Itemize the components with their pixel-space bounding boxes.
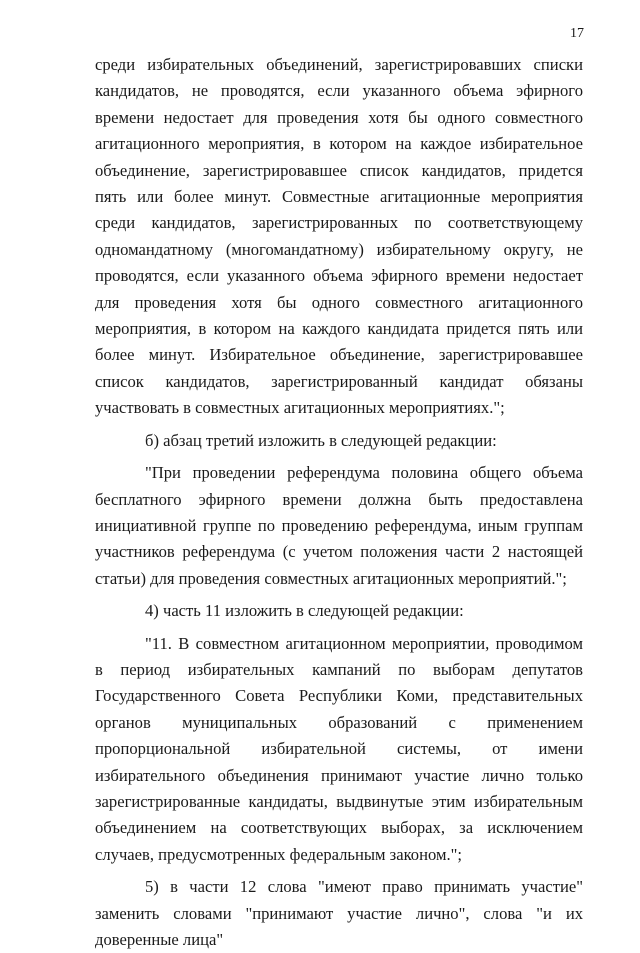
paragraph-item-5: 5) в части 12 слова "имеют право принимать участие" заменить словами "принимают участие лично", слова "и их доверенные лица" (95, 877, 583, 949)
page-number: 17 (570, 26, 584, 41)
paragraph-quote-referendum: "При проведении референдума половина общего объема бесплатного эфирного времени должна быть предоставлена инициативной группе по проведению референдума, иным группам участников референдума (с учетом положения части 2 настоящей статьи) для проведения совместных агитационных мероприятий."; (95, 463, 583, 588)
document-body (95, 52, 583, 953)
paragraph-amendment-b: б) абзац третий изложить в следующей редакции: (145, 430, 497, 450)
paragraph-quote-part-11: "11. В совместном агитационном мероприятии, проводимом в период избирательных кампаний по выборам депутатов Государственного Совета Республики Коми, представительных органов муниципальных образований с применением пропорциональной избирательной системы, от имени избирательного объединения принимают участие лично только зарегистрированные кандидаты, выдвинутые этим избирательным объединением на соответствующих выборах, за исключением случаев, предусмотренных федеральным законом."; (95, 633, 583, 864)
paragraph-item-4: 4) часть 11 изложить в следующей редакции: (145, 601, 464, 621)
paragraph-continuation: среди избирательных объединений, зарегистрировавших списки кандидатов, не проводятся, если указанного объема эфирного времени недостает для проведения хотя бы одного совместного агитационного мероприятия, в котором на каждое избирательное объединение, зарегистрировавшее список кандидатов, придется пять или более минут. Совместные агитационные мероприятия среди кандидатов, зарегистрированных по соответствующему одномандатному (многомандатному) избирательному округу, не проводятся, если указанного объема эфирного времени недостает для проведения хотя бы одного совместного агитационного мероприятия, в котором на каждого кандидата придется пять или более минут. Избирательное объединение, зарегистрировавшее список кандидатов, зарегистрированный кандидат обязаны участвовать в совместных агитационных мероприятиях."; (95, 55, 583, 418)
